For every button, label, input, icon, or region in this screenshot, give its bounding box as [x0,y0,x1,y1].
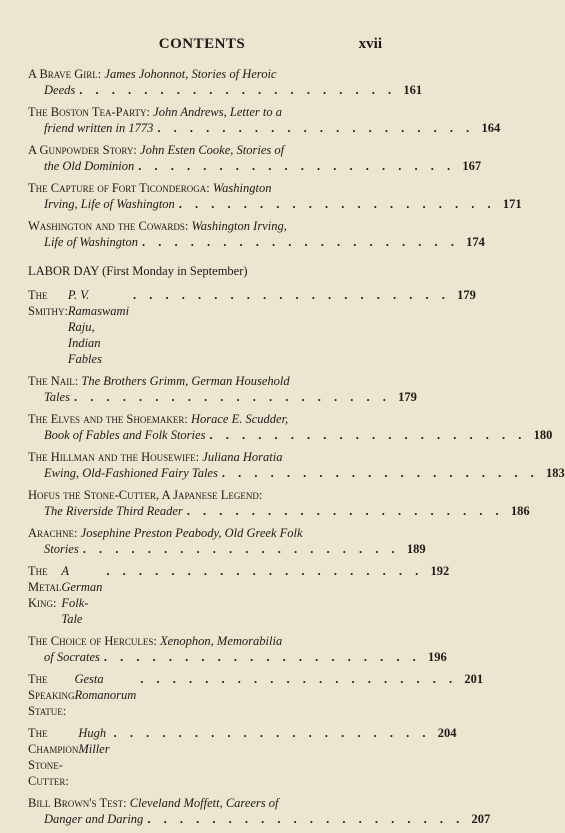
entry-page-number: 174 [466,235,485,249]
entry-line-continued [28,465,565,481]
section-heading: LABOR DAY (First Monday in September) [28,264,248,278]
entry-source: P. V. Ramaswami Raju, Indian Fables [67,288,130,366]
entry-source-continued: Tales [44,390,70,404]
entry-page-number: 207 [471,812,491,826]
entry-page-number: 204 [437,726,457,740]
leader-dots: . . . . . . . . . . . . . . . . . . . . [221,466,539,480]
entry-line [28,671,484,719]
entry-line-continued [28,503,530,519]
entry-line [28,449,360,465]
entries-labor-day [28,287,565,827]
entry-line-continued [28,811,491,827]
entry-line [28,725,457,789]
entry-source: James Johonnot, Stories of Heroic [104,67,277,81]
entry-source-continued: Life of Washington [44,235,138,249]
entry-source-continued: Danger and Daring [44,812,144,826]
toc-entry [28,411,553,443]
entry-line [28,633,360,649]
leader-dots: . . . . . . . . . . . . . . . . . . . . [147,812,465,826]
entry-source-continued: the Old Dominion [44,159,135,173]
entry-title: The Capture of Fort Ticonderoga: [28,181,210,195]
entry-title: Arachne: [28,526,78,540]
leader-dots: . . . . . . . . . . . . . . . . . . . . [142,235,459,249]
leader-dots: . . . . . . . . . . . . . . . . . . . . [186,504,504,518]
entry-source-continued: The Riverside Third Reader [44,504,183,518]
toc-entry [28,671,484,719]
entry-title: The Choice of Hercules: [28,634,157,648]
toc-entry [28,104,501,136]
entry-source-continued: Ewing, Old-Fashioned Fairy Tales [44,466,218,480]
toc-entry [28,373,417,405]
entry-title: The Nail: [28,374,79,388]
entry-source: Josephine Preston Peabody, Old Greek Folk [80,526,303,540]
toc-entry [28,142,482,174]
entry-page-number: 179 [398,390,417,404]
leader-dots: . . . . . . . . . . . . . . . . . . . . [82,542,400,556]
entry-source-continued: Stories [44,542,79,556]
entry-source-continued: Book of Fables and Folk Stories [44,428,206,442]
leader-dots: . . . . . . . . . . . . . . . . . . . . [73,390,391,404]
entry-line-continued [28,389,417,405]
entry-line [28,66,360,82]
entry-page-number: 189 [406,542,426,556]
entry-line [28,411,360,427]
entry-title: The Elves and the Shoemaker: [28,412,188,426]
entry-source: Gesta Romanorum [74,672,137,702]
entry-line [28,104,360,120]
entry-source: The Brothers Grimm, German Household [81,374,290,388]
toc-entry [28,525,426,557]
entry-page-number: 161 [403,83,423,97]
leader-dots: . . . . . . . . . . . . . . . . . . . . [106,564,424,578]
entry-page-number: 183 [545,466,565,480]
entry-source-continued: Irving, Life of Washington [44,197,175,211]
page-title: CONTENTS [158,36,246,52]
leader-dots: . . . . . . . . . . . . . . . . . . . . [209,428,527,442]
entry-source: Juliana Horatia [202,450,283,464]
leader-dots: . . . . . . . . . . . . . . . . . . . . [178,197,496,211]
entry-page-number: 186 [510,504,530,518]
entry-page-number: 192 [430,564,450,578]
toc-entry [28,795,491,827]
entry-title: The Smithy: [28,288,68,318]
entry-source: A German Folk-Tale [61,564,103,626]
leader-dots: . . . . . . . . . . . . . . . . . . . . [103,650,421,664]
entry-line-continued [28,234,485,250]
entry-page-number: 171 [502,197,522,211]
entry-title: The Speaking Statue: [28,672,75,718]
toc-entry [28,725,457,789]
leader-dots: . . . . . . . . . . . . . . . . . . . . [79,83,397,97]
entry-source-continued: friend written in 1773 [44,121,154,135]
entry-title: A Brave Girl: [28,67,102,81]
entry-line [28,795,360,811]
toc-entry [28,633,447,665]
toc-entry [28,563,450,627]
toc-entry [28,449,565,481]
entry-line [28,180,360,196]
entry-line-continued [28,427,553,443]
entry-line-continued [28,158,482,174]
entry-source: Washington Irving, [191,219,287,233]
entry-line [28,218,360,234]
entry-line-continued [28,649,447,665]
entry-page-number: 180 [533,428,553,442]
entry-title: Washington and the Cowards: [28,219,189,233]
entry-line [28,373,360,389]
entry-title: The Metal King: [28,564,62,610]
entry-title: The Boston Tea-Party: [28,105,151,119]
page-number: xvii [358,36,382,52]
entry-source: Cleveland Moffett, Careers of [129,796,279,810]
toc-entry [28,218,485,250]
entry-source: John Andrews, Letter to a [153,105,282,119]
entry-line-continued [28,82,423,98]
entry-source: Washington [212,181,272,195]
leader-dots: . . . . . . . . . . . . . . . . . . . . [113,726,431,740]
entries-top [28,66,522,250]
contents-list [28,66,565,833]
entry-line [28,563,450,627]
entry-line [28,525,360,541]
entry-source-continued: of Socrates [44,650,100,664]
entry-source: John Esten Cooke, Stories of [140,143,285,157]
entry-title: Hofus the Stone-Cutter, A Japanese Legend: [28,488,263,502]
entry-source: Xenophon, Memorabilia [159,634,283,648]
leader-dots: . . . . . . . . . . . . . . . . . . . . [140,672,458,686]
entry-source: Hugh Miller [78,726,110,756]
entry-line-continued [28,120,501,136]
entry-line [28,142,360,158]
entry-page-number: 201 [464,672,484,686]
toc-entry [28,287,476,367]
entry-line [28,487,360,503]
leader-dots: . . . . . . . . . . . . . . . . . . . . [157,121,475,135]
entry-line [28,287,476,367]
entry-line-continued [28,196,522,212]
entry-source-continued: Deeds [44,83,76,97]
entry-title: The Champion Stone-Cutter: [28,726,79,788]
entry-page-number: 164 [481,121,501,135]
leader-dots: . . . . . . . . . . . . . . . . . . . . [138,159,456,173]
entry-page-number: 179 [457,288,476,302]
entry-source: Horace E. Scudder, [190,412,289,426]
toc-entry [28,66,423,98]
entry-page-number: 167 [462,159,482,173]
entry-title: Bill Brown's Test: [28,796,127,810]
entry-page-number: 196 [428,650,447,664]
toc-entry [28,487,530,519]
entry-line-continued [28,541,426,557]
entry-title: A Gunpowder Story: [28,143,137,157]
leader-dots: . . . . . . . . . . . . . . . . . . . . [133,288,450,302]
entry-title: The Hillman and the Housewife: [28,450,200,464]
toc-entry [28,180,522,212]
